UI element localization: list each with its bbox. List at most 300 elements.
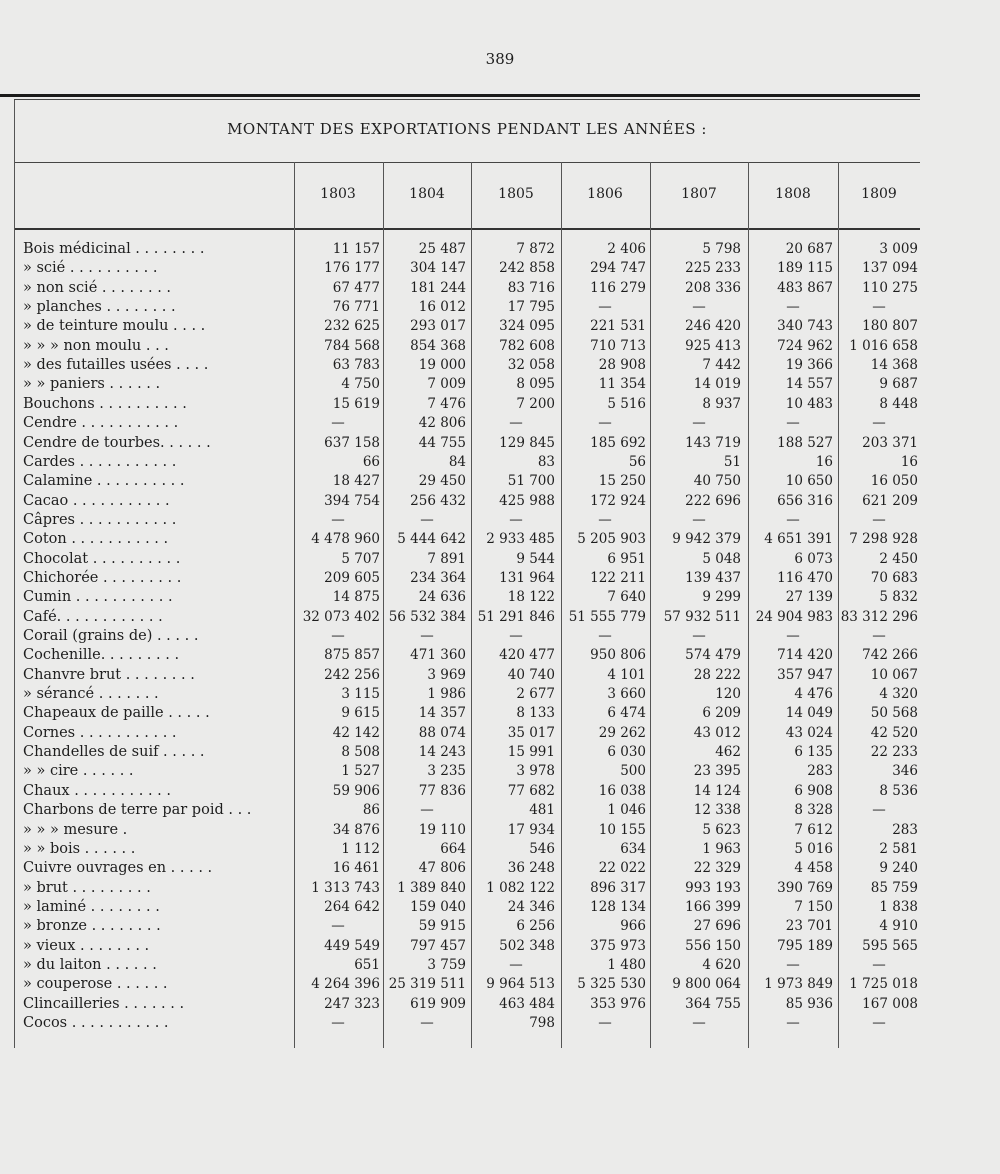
- table-cell: 7 612: [794, 821, 833, 838]
- table-cell: 208 336: [685, 279, 741, 296]
- table-cell: 9 687: [879, 376, 918, 393]
- table-cell: 714 420: [777, 647, 833, 664]
- table-cell: 7 476: [427, 395, 466, 412]
- table-cell: 203 371: [862, 434, 918, 451]
- table-cell: 19 366: [785, 357, 833, 374]
- table-cell: 304 147: [410, 260, 466, 277]
- table-cell: 14 019: [693, 376, 741, 393]
- table-cell: 283: [892, 821, 918, 838]
- row-label: Coton . . . . . . . . . . .: [23, 531, 169, 548]
- table-cell: 357 947: [777, 666, 833, 683]
- table-cell: 1 725 018: [849, 976, 918, 993]
- table-cell: 4 264 396: [311, 976, 380, 993]
- row-label: Chaux . . . . . . . . . . .: [23, 782, 171, 799]
- table-cell: 463 484: [499, 995, 555, 1012]
- table-cell: 7 872: [516, 241, 555, 257]
- table-cell: 122 211: [590, 569, 646, 586]
- table-cell: 14 368: [870, 357, 918, 374]
- year-header: 1805: [498, 186, 534, 202]
- table-cell: 483 867: [777, 279, 833, 296]
- table-cell: 4 478 960: [311, 531, 380, 548]
- table-cell: —: [509, 511, 523, 528]
- table-cell: 5 048: [702, 550, 741, 567]
- table-cell: 18 427: [332, 473, 380, 490]
- table-cell: 784 568: [324, 337, 380, 354]
- table-cell: 6 474: [607, 705, 646, 722]
- table-cell: 44 755: [418, 434, 466, 451]
- table-cell: 16 050: [870, 473, 918, 490]
- table-cell: 166 399: [685, 898, 741, 915]
- table-cell: —: [598, 415, 612, 432]
- table-cell: 129 845: [499, 434, 555, 451]
- top-rule: [0, 94, 920, 97]
- row-label: Câpres . . . . . . . . . . .: [23, 511, 177, 528]
- table-cell: 83 716: [507, 279, 555, 296]
- row-label: » » » non moulu . . .: [23, 337, 169, 354]
- table-cell: 375 973: [590, 937, 646, 954]
- table-cell: 12 338: [693, 802, 741, 819]
- table-cell: —: [331, 511, 345, 528]
- row-label: Cendre . . . . . . . . . . .: [23, 415, 179, 432]
- table-cell: 110 275: [862, 279, 918, 296]
- year-header: 1808: [775, 186, 811, 202]
- table-cell: 710 713: [590, 337, 646, 354]
- header-rule: [14, 228, 920, 230]
- table-cell: 14 124: [693, 782, 741, 799]
- table-cell: 3 969: [427, 666, 466, 683]
- table-cell: 14 357: [418, 705, 466, 722]
- table-cell: 993 193: [685, 879, 741, 896]
- row-label: » » bois . . . . . .: [23, 840, 136, 857]
- table-cell: 28 908: [598, 357, 646, 374]
- row-label: Cochenille. . . . . . . . .: [23, 647, 180, 664]
- table-cell: —: [420, 628, 434, 644]
- table-cell: 86: [362, 802, 380, 819]
- table-cell: 70 683: [870, 569, 918, 586]
- table-cell: 5 707: [341, 550, 380, 567]
- table-cell: 15 991: [507, 744, 555, 761]
- table-cell: 6 908: [794, 782, 833, 799]
- table-cell: —: [420, 1015, 434, 1031]
- table-cell: —: [872, 511, 886, 528]
- table-cell: 234 364: [410, 569, 466, 586]
- table-cell: 18 122: [507, 589, 555, 606]
- row-label: » planches . . . . . . . .: [23, 299, 176, 316]
- title-rule: [14, 162, 920, 163]
- table-cell: 449 549: [324, 937, 380, 954]
- row-label: Cardes . . . . . . . . . . .: [23, 453, 177, 470]
- table-cell: 293 017: [410, 318, 466, 335]
- table-cell: 8 095: [516, 376, 555, 393]
- table-cell: 24 636: [418, 589, 466, 606]
- row-label: » sérancé . . . . . . .: [23, 686, 159, 703]
- table-cell: 5 832: [879, 589, 918, 606]
- table-cell: 246 420: [685, 318, 741, 335]
- table-cell: 36 248: [507, 860, 555, 877]
- table-cell: 574 479: [685, 647, 741, 664]
- table-cell: 595 565: [862, 937, 918, 954]
- table-cell: —: [420, 511, 434, 528]
- table-cell: —: [692, 299, 706, 316]
- table-cell: 471 360: [410, 647, 466, 664]
- table-cell: 189 115: [777, 260, 833, 277]
- table-cell: 56: [628, 453, 646, 470]
- table-cell: 1 112: [341, 840, 380, 857]
- table-cell: 1 046: [607, 802, 646, 819]
- table-cell: 1 016 658: [849, 337, 918, 354]
- table-cell: 283: [807, 763, 833, 780]
- table-cell: 225 233: [685, 260, 741, 277]
- table-cell: 83 312 296: [840, 608, 918, 625]
- table-cell: 17 795: [507, 299, 555, 316]
- table-cell: 16 038: [598, 782, 646, 799]
- table-cell: 50 568: [870, 705, 918, 722]
- year-header: 1803: [320, 186, 356, 202]
- table-cell: 32 073 402: [302, 608, 380, 625]
- table-cell: 3 660: [607, 686, 646, 703]
- table-cell: 3 759: [427, 956, 466, 973]
- table-cell: 10 155: [598, 821, 646, 838]
- table-cell: 3 115: [341, 686, 380, 703]
- table-cell: 782 608: [499, 337, 555, 354]
- table-cell: 795 189: [777, 937, 833, 954]
- row-label: » des futailles usées . . . .: [23, 357, 209, 374]
- table-cell: 724 962: [777, 337, 833, 354]
- table-cell: 656 316: [777, 492, 833, 509]
- table-cell: 742 266: [862, 647, 918, 664]
- table-cell: 8 536: [879, 782, 918, 799]
- table-cell: 172 924: [590, 492, 646, 509]
- row-label: Chandelles de suif . . . . .: [23, 744, 205, 761]
- table-cell: 8 508: [341, 744, 380, 761]
- row-label: » bronze . . . . . . . .: [23, 918, 161, 935]
- table-cell: 14 049: [785, 705, 833, 722]
- table-cell: 24 904 983: [755, 608, 833, 625]
- table-cell: —: [331, 1015, 345, 1031]
- table-cell: 925 413: [685, 337, 741, 354]
- table-cell: 19 000: [418, 357, 466, 374]
- table-cell: 22 233: [870, 744, 918, 761]
- table-cell: 34 876: [332, 821, 380, 838]
- table-cell: 5 016: [794, 840, 833, 857]
- table-cell: 43 012: [693, 724, 741, 741]
- table-cell: 23 701: [785, 918, 833, 935]
- table-cell: 143 719: [685, 434, 741, 451]
- table-cell: 67 477: [332, 279, 380, 296]
- table-cell: —: [598, 299, 612, 316]
- table-cell: 29 450: [418, 473, 466, 490]
- table-cell: 6 256: [516, 918, 555, 935]
- table-cell: —: [786, 299, 800, 316]
- table-cell: 7 640: [607, 589, 646, 606]
- table-cell: —: [872, 628, 886, 644]
- table-cell: 15 250: [598, 473, 646, 490]
- table-cell: 16: [815, 453, 833, 470]
- table-cell: 167 008: [862, 995, 918, 1012]
- table-cell: 84: [448, 453, 466, 470]
- table-cell: 346: [892, 763, 918, 780]
- table-cell: 23 395: [693, 763, 741, 780]
- table-cell: 42 806: [418, 415, 466, 432]
- table-cell: 35 017: [507, 724, 555, 741]
- table-cell: 1 480: [607, 956, 646, 973]
- table-cell: 798: [529, 1015, 555, 1031]
- table-cell: 51 555 779: [568, 608, 646, 625]
- table-cell: —: [692, 1015, 706, 1031]
- table-cell: 2 450: [879, 550, 918, 567]
- table-cell: 4 620: [702, 956, 741, 973]
- table-cell: 5 325 530: [577, 976, 646, 993]
- table-cell: 9 964 513: [486, 976, 555, 993]
- table-cell: 950 806: [590, 647, 646, 664]
- table-cell: 28 222: [693, 666, 741, 683]
- table-cell: —: [331, 918, 345, 935]
- table-cell: 966: [620, 918, 646, 935]
- table-cell: 116 279: [590, 279, 646, 296]
- table-cell: 634: [620, 840, 646, 857]
- table-cell: 16 461: [332, 860, 380, 877]
- row-label: Cacao . . . . . . . . . . .: [23, 492, 170, 509]
- table-cell: 32 058: [507, 357, 555, 374]
- table-cell: —: [420, 802, 434, 819]
- table-cell: 5 623: [702, 821, 741, 838]
- row-label: Calamine . . . . . . . . . .: [23, 473, 185, 490]
- table-cell: 40 740: [507, 666, 555, 683]
- row-label: Chanvre brut . . . . . . . .: [23, 666, 195, 683]
- table-cell: 9 544: [516, 550, 555, 567]
- table-cell: —: [509, 415, 523, 432]
- table-cell: 2 933 485: [486, 531, 555, 548]
- row-label: » » » mesure .: [23, 821, 128, 838]
- row-label: » » cire . . . . . .: [23, 763, 134, 780]
- table-cell: 390 769: [777, 879, 833, 896]
- table-cell: —: [872, 956, 886, 973]
- table-cell: 57 932 511: [663, 608, 741, 625]
- table-cell: 176 177: [324, 260, 380, 277]
- table-cell: 462: [715, 744, 741, 761]
- table-cell: 43 024: [785, 724, 833, 741]
- table-cell: 6 030: [607, 744, 646, 761]
- table-cell: 181 244: [410, 279, 466, 296]
- table-cell: —: [786, 956, 800, 973]
- table-cell: 364 755: [685, 995, 741, 1012]
- table-cell: 2 677: [516, 686, 555, 703]
- table-cell: 1 527: [341, 763, 380, 780]
- row-label: Clincailleries . . . . . . .: [23, 995, 185, 1012]
- table-cell: 242 858: [499, 260, 555, 277]
- table-cell: 29 262: [598, 724, 646, 741]
- table-cell: 340 743: [777, 318, 833, 335]
- year-header: 1806: [587, 186, 623, 202]
- table-cell: 188 527: [777, 434, 833, 451]
- table-cell: 185 692: [590, 434, 646, 451]
- table-cell: 8 133: [516, 705, 555, 722]
- table-cell: 20 687: [785, 241, 833, 257]
- table-cell: 4 101: [607, 666, 646, 683]
- table-cell: 4 910: [879, 918, 918, 935]
- table-cell: —: [331, 415, 345, 432]
- row-label: » laminé . . . . . . . .: [23, 898, 160, 915]
- table-cell: 19 110: [418, 821, 466, 838]
- row-label: Cendre de tourbes. . . . . .: [23, 434, 211, 451]
- row-label: Chocolat . . . . . . . . . .: [23, 550, 181, 567]
- table-cell: —: [786, 628, 800, 644]
- table-cell: 5 798: [702, 241, 741, 257]
- row-label: Cocos . . . . . . . . . . .: [23, 1015, 169, 1031]
- table-cell: 120: [715, 686, 741, 703]
- table-cell: 11 354: [598, 376, 646, 393]
- table-cell: 3 009: [879, 241, 918, 257]
- table-cell: 3 978: [516, 763, 555, 780]
- table-cell: 42 520: [870, 724, 918, 741]
- year-header: 1807: [681, 186, 717, 202]
- table-cell: 3 235: [427, 763, 466, 780]
- table-cell: —: [598, 1015, 612, 1031]
- table-cell: 85 759: [870, 879, 918, 896]
- table-cell: 546: [529, 840, 555, 857]
- table-cell: 6 951: [607, 550, 646, 567]
- row-label: Bois médicinal . . . . . . . .: [23, 241, 205, 257]
- table-cell: 8 448: [879, 395, 918, 412]
- table-cell: —: [692, 415, 706, 432]
- table-cell: 353 976: [590, 995, 646, 1012]
- table-cell: 24 346: [507, 898, 555, 915]
- table-cell: 294 747: [590, 260, 646, 277]
- table-cell: 664: [440, 840, 466, 857]
- row-label: » couperose . . . . . .: [23, 976, 168, 993]
- table-cell: 22 329: [693, 860, 741, 877]
- table-cell: 7 150: [794, 898, 833, 915]
- year-header: 1804: [409, 186, 445, 202]
- table-cell: 16: [900, 453, 918, 470]
- table-cell: 116 470: [777, 569, 833, 586]
- row-label: Café. . . . . . . . . . . .: [23, 608, 163, 625]
- table-cell: 10 483: [785, 395, 833, 412]
- table-cell: 56 532 384: [388, 608, 466, 625]
- table-cell: 5 205 903: [577, 531, 646, 548]
- table-cell: —: [509, 628, 523, 644]
- table-cell: —: [786, 1015, 800, 1031]
- table-cell: 88 074: [418, 724, 466, 741]
- table-cell: 63 783: [332, 357, 380, 374]
- table-cell: 17 934: [507, 821, 555, 838]
- table-cell: 7 298 928: [849, 531, 918, 548]
- table-cell: 47 806: [418, 860, 466, 877]
- table-cell: 25 319 511: [388, 976, 466, 993]
- table-left-border: [14, 100, 15, 1048]
- table-cell: 232 625: [324, 318, 380, 335]
- table-cell: —: [598, 628, 612, 644]
- table-cell: 875 857: [324, 647, 380, 664]
- table-cell: 7 891: [427, 550, 466, 567]
- table-cell: 59 906: [332, 782, 380, 799]
- row-label: » non scié . . . . . . . .: [23, 279, 172, 296]
- row-label: Cornes . . . . . . . . . . .: [23, 724, 177, 741]
- table-cell: 5 516: [607, 395, 646, 412]
- table-cell: 51 291 846: [477, 608, 555, 625]
- table-cell: 4 320: [879, 686, 918, 703]
- table-cell: 51: [723, 453, 741, 470]
- table-cell: 16 012: [418, 299, 466, 316]
- table-cell: 420 477: [499, 647, 555, 664]
- table-cell: 9 800 064: [672, 976, 741, 993]
- table-cell: 4 750: [341, 376, 380, 393]
- table-cell: 1 986: [427, 686, 466, 703]
- row-label: Charbons de terre par poid . . .: [23, 802, 252, 819]
- table-cell: 242 256: [324, 666, 380, 683]
- row-label: » vieux . . . . . . . .: [23, 937, 150, 954]
- table-cell: 2 581: [879, 840, 918, 857]
- table-cell: 425 988: [499, 492, 555, 509]
- table-cell: —: [692, 511, 706, 528]
- table-cell: 394 754: [324, 492, 380, 509]
- table-cell: 137 094: [862, 260, 918, 277]
- table-cell: 247 323: [324, 995, 380, 1012]
- table-cell: 621 209: [862, 492, 918, 509]
- table-cell: 8 328: [794, 802, 833, 819]
- table-cell: —: [872, 299, 886, 316]
- table-cell: 6 209: [702, 705, 741, 722]
- row-label: » » paniers . . . . . .: [23, 376, 161, 393]
- table-cell: —: [331, 628, 345, 644]
- row-label: Cuivre ouvrages en . . . . .: [23, 860, 213, 877]
- table-cell: —: [509, 956, 523, 973]
- table-cell: 556 150: [685, 937, 741, 954]
- table-cell: 22 022: [598, 860, 646, 877]
- table-cell: 59 915: [418, 918, 466, 935]
- table-cell: 9 240: [879, 860, 918, 877]
- table-cell: 4 476: [794, 686, 833, 703]
- table-cell: 159 040: [410, 898, 466, 915]
- table-cell: 619 909: [410, 995, 466, 1012]
- table-cell: 7 200: [516, 395, 555, 412]
- table-cell: 854 368: [410, 337, 466, 354]
- top-rule-thin: [14, 99, 920, 100]
- table-cell: 76 771: [332, 299, 380, 316]
- table-cell: 131 964: [499, 569, 555, 586]
- table-cell: 7 442: [702, 357, 741, 374]
- table-cell: 9 942 379: [672, 531, 741, 548]
- table-cell: 500: [620, 763, 646, 780]
- table-cell: 27 696: [693, 918, 741, 935]
- table-cell: 2 406: [607, 241, 646, 257]
- table-cell: 637 158: [324, 434, 380, 451]
- table-cell: 51 700: [507, 473, 555, 490]
- table-cell: 6 135: [794, 744, 833, 761]
- table-cell: 896 317: [590, 879, 646, 896]
- table-cell: —: [598, 511, 612, 528]
- table-cell: 180 807: [862, 318, 918, 335]
- table-cell: 9 615: [341, 705, 380, 722]
- table-cell: 481: [529, 802, 555, 819]
- table-cell: 256 432: [410, 492, 466, 509]
- table-cell: 264 642: [324, 898, 380, 915]
- table-cell: 66: [362, 453, 380, 470]
- table-cell: 14 875: [332, 589, 380, 606]
- table-cell: 651: [354, 956, 380, 973]
- table-cell: 324 095: [499, 318, 555, 335]
- table-cell: 797 457: [410, 937, 466, 954]
- table-cell: 83: [537, 453, 555, 470]
- table-cell: 15 619: [332, 395, 380, 412]
- table-cell: 77 836: [418, 782, 466, 799]
- table-cell: 5 444 642: [397, 531, 466, 548]
- table-cell: 222 696: [685, 492, 741, 509]
- table-cell: —: [872, 415, 886, 432]
- table-cell: —: [786, 511, 800, 528]
- table-cell: 1 973 849: [764, 976, 833, 993]
- table-cell: 11 157: [332, 241, 380, 257]
